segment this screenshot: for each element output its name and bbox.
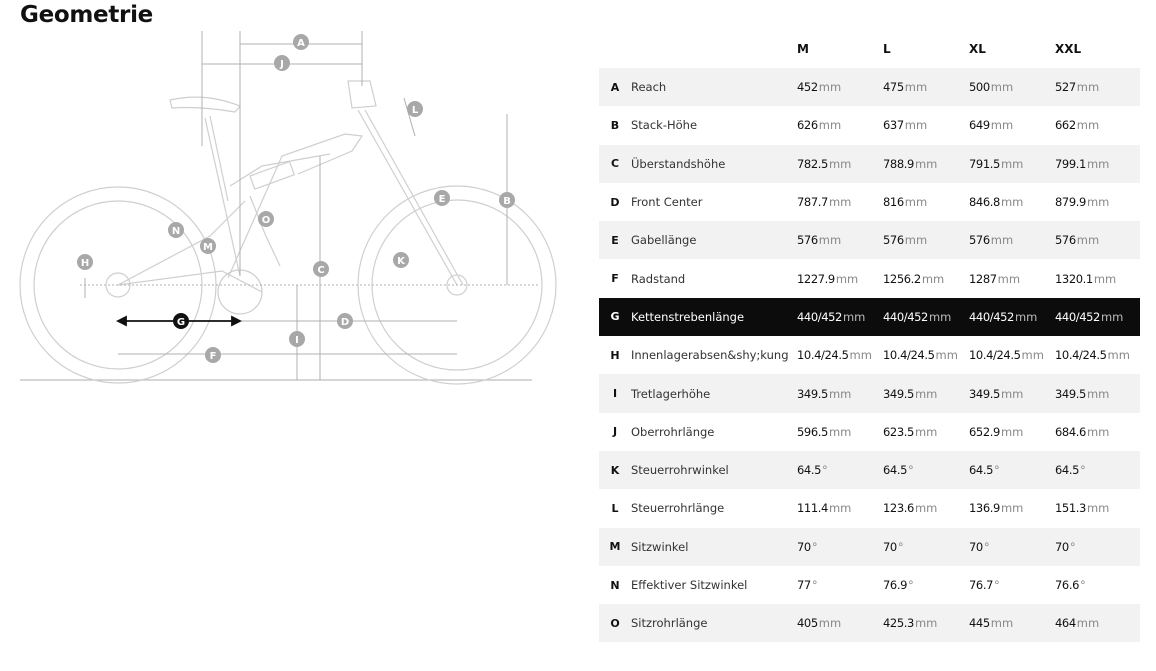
- value-number: 70: [1055, 539, 1069, 554]
- value-number: 652.9: [969, 424, 1000, 439]
- row-letter: O: [599, 604, 631, 642]
- row-label: Steuerrohrlänge: [631, 501, 725, 516]
- row-label: Innenlagerabsen&shy;kung: [631, 348, 789, 363]
- value-cell: [797, 336, 883, 374]
- value-unit: mm: [990, 118, 1014, 133]
- value-number: 1256.2: [883, 271, 921, 286]
- badge-J: [274, 55, 290, 71]
- value-cell: [797, 604, 883, 642]
- value-unit: mm: [828, 195, 852, 210]
- value-cell: [1055, 106, 1140, 144]
- value-unit: °: [1080, 578, 1086, 592]
- bike-geometry-svg: [0, 26, 580, 396]
- value-cell: [797, 183, 883, 221]
- value-number: 788.9: [883, 156, 914, 171]
- value-unit: °: [994, 463, 1000, 478]
- value-cell: [969, 106, 1055, 144]
- row-label: Steuerrohrwinkel: [631, 451, 797, 489]
- value-number: 70: [969, 539, 983, 554]
- value-cell: [969, 68, 1055, 106]
- badge-I-text: I: [295, 335, 299, 346]
- row-letter: K: [599, 451, 631, 489]
- value-number: 70: [883, 539, 897, 554]
- badge-E: [434, 190, 450, 206]
- value-cell: [883, 259, 969, 297]
- table-row[interactable]: [599, 451, 1140, 489]
- row-label: Radstand: [631, 271, 686, 286]
- row-letter: M: [599, 528, 631, 566]
- size-header-l: L: [883, 42, 891, 56]
- value-unit: mm: [849, 348, 872, 363]
- value-number: 76.7: [969, 578, 994, 592]
- value-number: 637: [883, 118, 904, 133]
- row-letter: E: [599, 221, 631, 259]
- badge-L: [407, 101, 423, 117]
- value-number: 1227.9: [797, 271, 835, 286]
- value-cell: [1055, 374, 1140, 412]
- value-number: 684.6: [1055, 424, 1086, 439]
- table-row[interactable]: [599, 528, 1140, 566]
- value-number: 440/452: [883, 309, 928, 324]
- value-unit: mm: [935, 348, 958, 363]
- value-unit: mm: [904, 118, 928, 133]
- geometry-table: [599, 30, 1140, 642]
- value-number: 123.6: [883, 501, 914, 516]
- row-letter: L: [611, 501, 619, 515]
- value-number: 791.5: [969, 156, 1000, 171]
- value-unit: mm: [835, 271, 859, 286]
- value-number: 136.9: [969, 501, 1000, 516]
- value-unit: °: [1069, 539, 1076, 554]
- value-cell: [969, 489, 1055, 527]
- value-cell: [883, 68, 969, 106]
- value-cell: [883, 374, 969, 412]
- badge-L-text: L: [411, 105, 419, 116]
- header-letter: [599, 30, 631, 68]
- badge-K: [393, 252, 409, 268]
- value-number: 576: [883, 233, 904, 248]
- value-cell: [969, 259, 1055, 297]
- value-number: 64.5: [797, 463, 822, 478]
- value-number: 440/452: [797, 309, 842, 324]
- value-unit: mm: [1086, 386, 1110, 401]
- value-number: 64.5: [969, 463, 994, 478]
- value-cell: [883, 528, 969, 566]
- value-unit: mm: [1021, 348, 1044, 363]
- value-unit: °: [822, 463, 828, 478]
- value-cell: [1055, 489, 1140, 527]
- badge-N-text: N: [171, 226, 181, 237]
- value-number: 500: [969, 80, 990, 95]
- value-cell: [969, 183, 1055, 221]
- badge-A-text: A: [297, 38, 305, 49]
- value-cell: [969, 336, 1055, 374]
- value-number: 76.9: [883, 578, 908, 592]
- value-number: 1320.1: [1055, 271, 1093, 286]
- value-unit: °: [994, 578, 1000, 592]
- badge-J-text: J: [280, 59, 284, 70]
- value-number: 111.4: [797, 501, 828, 516]
- value-unit: mm: [828, 424, 852, 439]
- badge-D: [337, 313, 353, 329]
- value-number: 440/452: [969, 309, 1014, 324]
- value-cell: [797, 451, 883, 489]
- value-unit: mm: [1086, 195, 1110, 210]
- table-row[interactable]: [599, 183, 1140, 221]
- value-cell: [969, 374, 1055, 412]
- value-cell: [797, 413, 883, 451]
- table-row[interactable]: [599, 489, 1140, 527]
- value-number: 626: [797, 118, 818, 133]
- table-row[interactable]: [599, 374, 1140, 412]
- value-number: 10.4/24.5: [883, 348, 935, 363]
- table-row[interactable]: [599, 68, 1140, 106]
- down-tube: [228, 134, 362, 278]
- value-number: 64.5: [1055, 463, 1080, 478]
- value-cell: [883, 336, 969, 374]
- value-cell: [883, 413, 969, 451]
- value-cell: [1055, 68, 1140, 106]
- value-unit: °: [811, 539, 818, 554]
- value-cell: [1055, 221, 1140, 259]
- value-cell: [1055, 298, 1140, 336]
- value-number: 151.3: [1055, 501, 1086, 516]
- value-unit: mm: [1000, 501, 1024, 516]
- badge-B-text: B: [503, 196, 511, 207]
- value-number: 425.3: [883, 616, 914, 631]
- value-unit: mm: [1086, 424, 1110, 439]
- table-row[interactable]: [599, 221, 1140, 259]
- value-cell: [797, 528, 883, 566]
- row-label: Tretlagerhöhe: [631, 374, 797, 412]
- value-cell: [797, 145, 883, 183]
- value-unit: mm: [914, 616, 938, 631]
- value-number: 576: [969, 233, 990, 248]
- value-cell: [883, 489, 969, 527]
- value-unit: mm: [914, 386, 938, 401]
- value-unit: mm: [1107, 348, 1130, 363]
- value-unit: mm: [1076, 118, 1100, 133]
- value-number: 464: [1055, 616, 1076, 631]
- table-row[interactable]: [599, 566, 1140, 604]
- value-unit: mm: [818, 80, 842, 95]
- value-number: 782.5: [797, 156, 828, 171]
- value-number: 787.7: [797, 195, 828, 210]
- badge-G-text: G: [176, 317, 186, 328]
- bottom-bracket: [218, 270, 262, 314]
- value-number: 349.5: [797, 386, 828, 401]
- value-cell: [797, 68, 883, 106]
- value-unit: mm: [818, 118, 842, 133]
- table-row[interactable]: [599, 413, 1140, 451]
- value-cell: [1055, 145, 1140, 183]
- value-unit: mm: [1000, 386, 1024, 401]
- value-cell: [883, 106, 969, 144]
- value-number: 846.8: [969, 195, 1000, 210]
- value-cell: [797, 489, 883, 527]
- table-row[interactable]: [599, 106, 1140, 144]
- badge-M-text: M: [203, 242, 213, 253]
- value-number: 452: [797, 80, 818, 95]
- value-unit: mm: [997, 271, 1021, 286]
- row-letter: C: [599, 145, 631, 183]
- value-number: 879.9: [1055, 195, 1086, 210]
- value-cell: [883, 451, 969, 489]
- value-number: 77: [797, 578, 811, 592]
- value-unit: mm: [828, 156, 852, 171]
- value-number: 349.5: [1055, 386, 1086, 401]
- value-unit: mm: [828, 386, 852, 401]
- row-letter: N: [610, 578, 620, 592]
- value-cell: [1055, 566, 1140, 604]
- value-cell: [883, 566, 969, 604]
- badge-G: [173, 313, 189, 329]
- page-title: Geometrie: [20, 2, 153, 28]
- value-unit: °: [1080, 463, 1086, 478]
- value-number: 445: [969, 616, 990, 631]
- row-letter: H: [610, 348, 620, 362]
- badge-H-text: H: [80, 258, 90, 269]
- value-cell: [969, 145, 1055, 183]
- value-cell: [969, 604, 1055, 642]
- dimension-lines: [80, 31, 540, 380]
- value-unit: mm: [1100, 309, 1124, 324]
- badge-A: [293, 34, 309, 50]
- value-number: 596.5: [797, 424, 828, 439]
- value-cell: [1055, 183, 1140, 221]
- value-cell: [797, 298, 883, 336]
- value-unit: mm: [921, 271, 945, 286]
- value-cell: [797, 221, 883, 259]
- row-label: Gabellänge: [631, 221, 797, 259]
- table-row[interactable]: [599, 604, 1140, 642]
- value-unit: mm: [1076, 80, 1100, 95]
- value-number: 440/452: [1055, 309, 1100, 324]
- row-label: Überstandshöhe: [631, 145, 797, 183]
- value-unit: mm: [828, 501, 852, 516]
- badge-E-text: E: [438, 194, 446, 205]
- value-number: 527: [1055, 80, 1076, 95]
- row-label: Oberrohrlänge: [631, 424, 715, 439]
- value-unit: mm: [1014, 309, 1038, 324]
- value-unit: mm: [1000, 156, 1024, 171]
- value-cell: [797, 374, 883, 412]
- value-cell: [969, 451, 1055, 489]
- value-unit: mm: [1000, 195, 1024, 210]
- value-unit: mm: [1093, 271, 1117, 286]
- size-header-xxl: XXL: [1055, 42, 1082, 56]
- value-unit: mm: [1086, 501, 1110, 516]
- row-letter: D: [610, 195, 620, 209]
- linkage: [250, 196, 280, 266]
- value-unit: mm: [928, 309, 952, 324]
- table-row[interactable]: [599, 259, 1140, 297]
- table-row[interactable]: [599, 145, 1140, 183]
- value-unit: mm: [914, 501, 938, 516]
- value-unit: °: [897, 539, 904, 554]
- table-row[interactable]: [599, 336, 1140, 374]
- value-unit: °: [908, 463, 914, 478]
- value-unit: mm: [990, 80, 1014, 95]
- row-label: Front Center: [631, 195, 703, 210]
- value-cell: [969, 413, 1055, 451]
- value-unit: mm: [842, 309, 866, 324]
- value-number: 349.5: [883, 386, 914, 401]
- badge-F-text: F: [209, 351, 217, 362]
- saddle: [170, 97, 240, 112]
- value-cell: [883, 604, 969, 642]
- value-number: 662: [1055, 118, 1076, 133]
- row-label: Stack-Höhe: [631, 118, 698, 133]
- value-number: 623.5: [883, 424, 914, 439]
- value-unit: mm: [1000, 424, 1024, 439]
- value-cell: [883, 145, 969, 183]
- top-tube: [230, 154, 330, 186]
- value-cell: [969, 298, 1055, 336]
- value-number: 475: [883, 80, 904, 95]
- badge-C-text: C: [317, 265, 325, 276]
- row-letter: J: [612, 425, 618, 439]
- value-unit: mm: [914, 424, 938, 439]
- value-cell: [1055, 604, 1140, 642]
- value-unit: mm: [904, 233, 928, 248]
- value-unit: mm: [904, 80, 928, 95]
- value-unit: mm: [990, 233, 1014, 248]
- seat-post: [210, 116, 228, 201]
- value-number: 349.5: [969, 386, 1000, 401]
- value-cell: [1055, 413, 1140, 451]
- row-letter: A: [599, 68, 631, 106]
- badge-M: [200, 238, 216, 254]
- value-unit: °: [983, 539, 990, 554]
- shock: [250, 162, 294, 190]
- value-number: 1287: [969, 271, 997, 286]
- bike-geometry-diagram: [0, 26, 580, 396]
- row-label: Effektiver Sitzwinkel: [631, 578, 748, 592]
- value-unit: °: [811, 578, 818, 592]
- row-letter: G: [599, 298, 631, 336]
- table-row[interactable]: [599, 298, 1140, 336]
- value-unit: mm: [1086, 156, 1110, 171]
- value-unit: mm: [818, 616, 842, 631]
- value-cell: [883, 298, 969, 336]
- badge-I: [289, 331, 305, 347]
- badge-H: [77, 254, 93, 270]
- value-number: 649: [969, 118, 990, 133]
- badge-N: [168, 222, 184, 238]
- value-cell: [1055, 259, 1140, 297]
- row-letter: B: [610, 118, 620, 132]
- row-label: Kettenstrebenlänge: [631, 298, 797, 336]
- value-unit: mm: [904, 195, 928, 210]
- badge-K-text: K: [397, 256, 405, 267]
- value-cell: [1055, 451, 1140, 489]
- geometry-table-header: [599, 30, 1140, 68]
- header-label: [631, 30, 797, 68]
- value-unit: mm: [990, 616, 1014, 631]
- row-label: Sitzwinkel: [631, 528, 797, 566]
- value-cell: [1055, 336, 1140, 374]
- size-header-m: M: [797, 42, 809, 56]
- value-cell: [883, 183, 969, 221]
- value-cell: [969, 221, 1055, 259]
- value-number: 576: [1055, 233, 1076, 248]
- value-unit: mm: [1076, 616, 1100, 631]
- value-cell: [969, 566, 1055, 604]
- badge-C: [313, 261, 329, 277]
- value-cell: [797, 106, 883, 144]
- value-cell: [1055, 528, 1140, 566]
- value-number: 76.6: [1055, 578, 1080, 592]
- value-unit: °: [908, 578, 914, 592]
- value-unit: mm: [1076, 233, 1100, 248]
- value-number: 64.5: [883, 463, 908, 478]
- badge-D-text: D: [340, 317, 350, 328]
- badge-O-text: O: [261, 215, 271, 226]
- row-letter: I: [599, 374, 631, 412]
- value-number: 799.1: [1055, 156, 1086, 171]
- value-cell: [797, 259, 883, 297]
- bike-drawing: [20, 81, 556, 384]
- value-number: 10.4/24.5: [969, 348, 1021, 363]
- badge-F: [205, 347, 221, 363]
- row-letter: F: [611, 272, 619, 286]
- badge-B: [499, 192, 515, 208]
- badge-O: [258, 211, 274, 227]
- value-cell: [797, 566, 883, 604]
- value-cell: [969, 528, 1055, 566]
- value-unit: mm: [914, 156, 938, 171]
- value-number: 10.4/24.5: [797, 348, 849, 363]
- value-number: 405: [797, 616, 818, 631]
- value-number: 10.4/24.5: [1055, 348, 1107, 363]
- row-label: Sitzrohrlänge: [631, 604, 797, 642]
- value-cell: [883, 221, 969, 259]
- value-number: 576: [797, 233, 818, 248]
- size-header-xl: XL: [969, 42, 986, 56]
- geometry-table-body: [599, 68, 1140, 642]
- value-number: 70: [797, 539, 811, 554]
- value-unit: mm: [818, 233, 842, 248]
- value-number: 816: [883, 195, 904, 210]
- row-label: Reach: [631, 68, 797, 106]
